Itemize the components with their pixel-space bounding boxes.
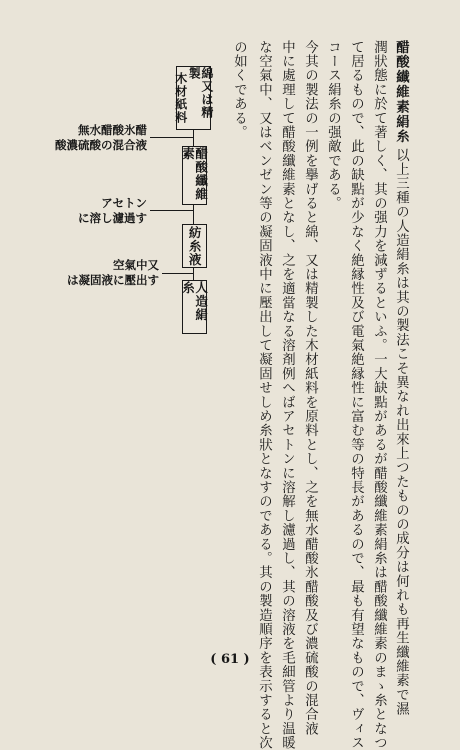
- flow-connector: [193, 267, 194, 280]
- flow-connector: [162, 273, 193, 274]
- flow-label-extrusion: 空氣中又 は凝固液に壓出す: [67, 258, 159, 287]
- flow-step-cellulose-acetate: [182, 146, 207, 205]
- flow-connector: [193, 129, 194, 146]
- text-column: コース絹糸の强敵である。: [325, 40, 341, 211]
- text-column: な空氣中、又はベンゼン等の凝固液中に壓出して凝固せしめ糸狀となすのである。其の製造順序を表示すると次: [256, 40, 272, 750]
- text-column: 潤狀態に於て著しく、其の强力を減ずるといふ。一大缺點があるが醋酸纖維素絹糸は醋酸纖維素のまゝ糸となつ: [371, 40, 387, 750]
- flow-step-text: 紡糸液: [187, 225, 203, 267]
- flow-step-text: 人造絹糸: [180, 281, 209, 322]
- flow-connector: [150, 210, 193, 211]
- flow-step-rayon: [182, 280, 207, 334]
- flow-label-mixed-acids: 無水醋酸氷醋 酸濃硫酸の混合液: [55, 123, 147, 152]
- text-column: 以上三種の人造絹糸は其の製法こそ異なれ出來上つたものの成分は何れも再生纖維素で濕: [393, 148, 409, 716]
- section-heading: 醋酸纎維素絹糸: [393, 40, 410, 145]
- flow-connector: [150, 137, 193, 138]
- flow-step-raw-material: [173, 66, 214, 130]
- text-column: 中に處理して醋酸纖維素となし、之を適當なる溶剤例へばアセトンに溶解し濾過し、其の溶液を毛細管より温暖: [279, 40, 295, 750]
- text-column: の如くである。: [231, 40, 247, 140]
- flow-step-text: 木材紙料: [173, 72, 188, 124]
- flow-step-text: 醋酸纖維素: [180, 147, 209, 201]
- text-column: て居るもので、此の缺點が少なく絶縁性及び電氣絶縁性に富む等の特長があるので、最も有望なもので、ヴィス: [348, 40, 364, 750]
- flow-label-acetone: アセトン に溶し濾過す: [78, 196, 147, 225]
- flow-connector: [193, 204, 194, 224]
- text-column: 今其の製法の一例を擧げると綿、又は精製した木材紙料を原料とし、之を無水醋酸氷醋酸及び濃硫酸の混合液: [302, 40, 318, 736]
- flow-step-spinning-solution: [182, 224, 207, 268]
- flow-step-text: 綿又は精製: [187, 67, 214, 119]
- page-number: ( 61 ): [210, 652, 250, 667]
